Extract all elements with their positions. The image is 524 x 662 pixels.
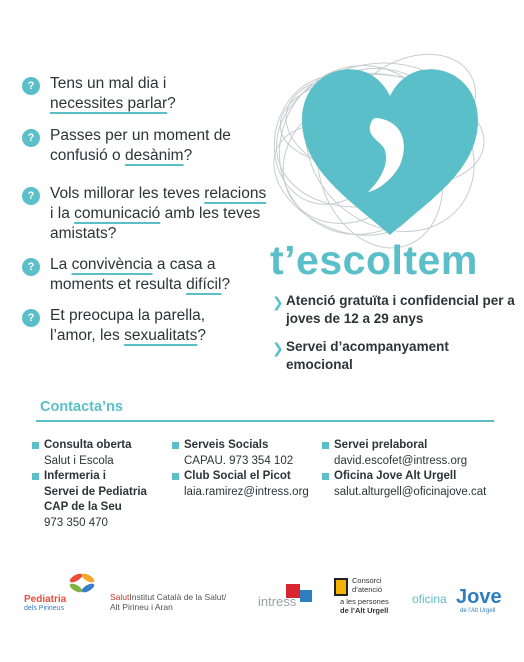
contact-heading-item: Oficina Jove Alt Urgell <box>322 469 512 485</box>
question-item <box>22 255 292 299</box>
contact-heading: Contacta’ns <box>40 399 123 415</box>
contact-column <box>322 438 512 500</box>
chevron-right-icon: ❯ <box>272 294 284 310</box>
info-text: Atenció gratuïta i confidencial per a joves de 12 a 29 anys <box>286 293 515 326</box>
contact-column <box>32 438 172 531</box>
question-item <box>22 126 292 170</box>
contact-heading-item: Consulta oberta <box>32 438 172 454</box>
question-item <box>22 184 302 248</box>
question-bullet-icon: ? <box>22 187 40 205</box>
contact-heading-item: Infermeria i <box>32 469 172 485</box>
contact-detail: CAP de la Seu <box>44 501 122 513</box>
chevron-right-icon: ❯ <box>272 340 284 356</box>
flower-icon <box>66 570 98 596</box>
intress-logo: intress <box>256 584 318 614</box>
question-text: Vols millorar les teves relacions i la comunicació amb les teves amistats? <box>50 185 267 242</box>
consorci-logo: Consorci d’atenció a les persones de l’Alt Urgell <box>334 576 406 622</box>
contact-divider <box>36 420 494 422</box>
question-bullet-icon: ? <box>22 77 40 95</box>
oficina-jove-logo: oficina Jove de l’Alt Urgell <box>412 586 502 614</box>
info-item <box>272 292 515 332</box>
shield-icon <box>334 578 348 596</box>
contact-detail: Salut i Escola <box>44 454 114 467</box>
contact-email[interactable]: david.escofet@intress.org <box>334 454 468 467</box>
question-text: Tens un mal dia i necessites parlar? <box>50 75 176 112</box>
contact-detail: Servei de Pediatria <box>44 485 147 498</box>
question-text: Et preocupa la parella, l’amor, les sexualitats? <box>50 307 206 344</box>
question-bullet-icon: ? <box>22 309 40 327</box>
contact-heading-item: Serveis Socials <box>172 438 312 454</box>
contact-heading-item: Servei prelaboral <box>322 438 512 454</box>
question-text: La convivència a casa a moments et resulta difícil? <box>50 256 231 293</box>
contact-heading-item: Club Social el Picot <box>172 469 312 485</box>
salut-logo: SalutInstitut Català de la Salut/ Alt Pirineu i Aran <box>110 592 227 612</box>
contact-detail: CAPAU. 973 354 102 <box>184 454 294 467</box>
contact-email[interactable]: laia.ramirez@intress.org <box>184 485 309 498</box>
contact-email[interactable]: salut.alturgell@oficinajove.cat <box>334 485 487 498</box>
contact-column <box>172 438 312 500</box>
info-item <box>272 338 512 378</box>
question-text: Passes per un moment de confusió o desànim? <box>50 127 231 164</box>
question-bullet-icon: ? <box>22 129 40 147</box>
question-bullet-icon: ? <box>22 258 40 276</box>
pediatria-logo: Pediatria dels Pirineus <box>24 570 104 610</box>
question-item <box>22 306 292 350</box>
info-text: Servei d’acompanyament emocional <box>286 339 449 372</box>
contact-phone: 973 350 470 <box>44 516 108 529</box>
campaign-title: t’escoltem <box>270 237 478 283</box>
question-item <box>22 74 292 118</box>
